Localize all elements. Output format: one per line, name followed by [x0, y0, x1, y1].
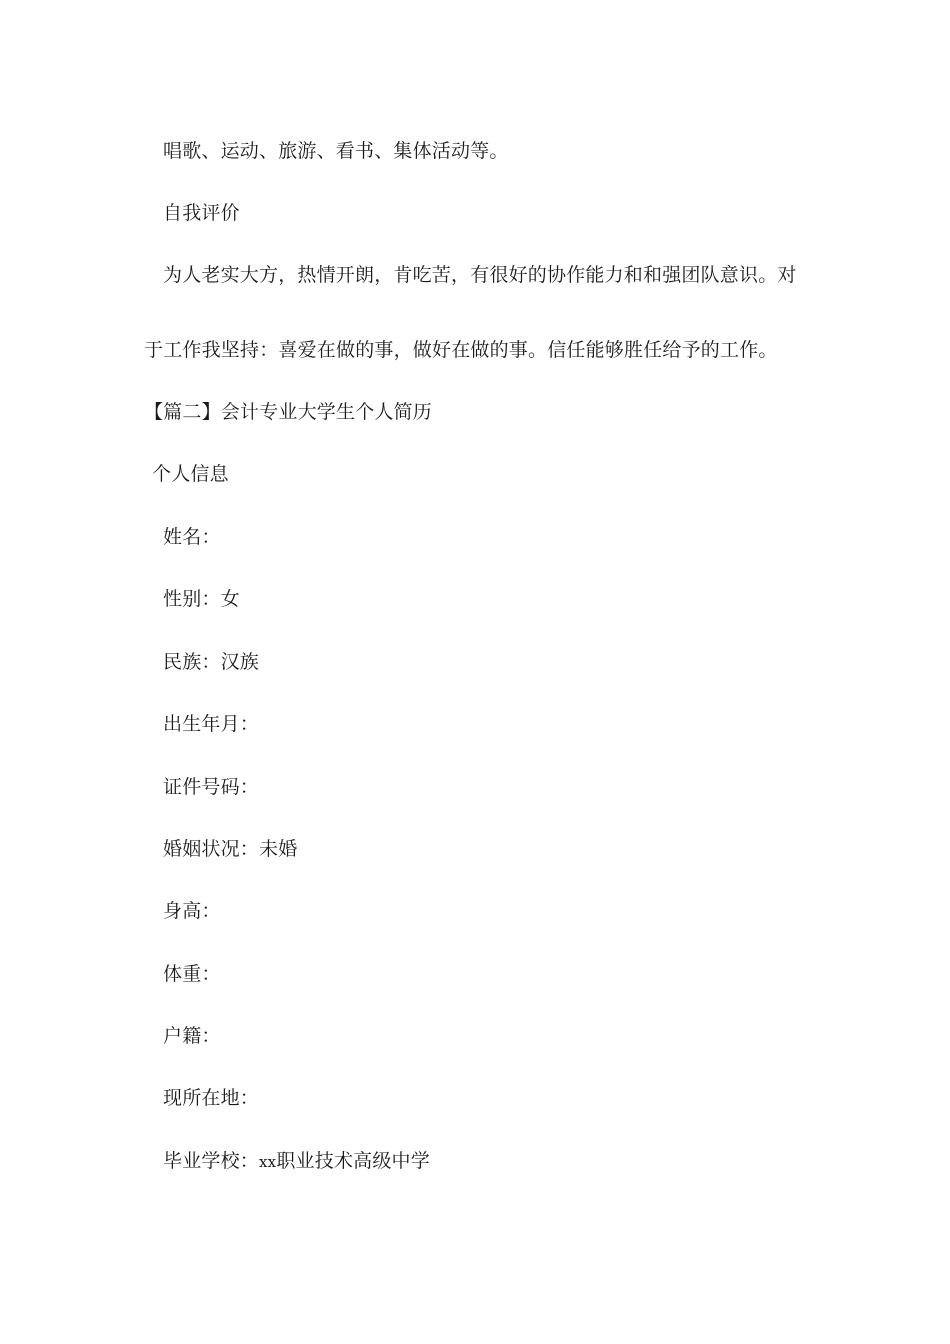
field-school: [163, 1148, 430, 1175]
field-weight: 体重：: [163, 963, 221, 985]
field-gender: 性别：女: [163, 588, 240, 610]
field-id-number: 证件号码：: [163, 776, 260, 798]
self-eval-heading: 自我评价: [163, 202, 240, 224]
field-school-label: 毕业学校：: [163, 1150, 260, 1172]
field-marital: 婚姻状况：未婚: [163, 838, 298, 860]
field-height: 身高：: [163, 900, 221, 922]
field-birth: 出生年月：: [163, 713, 260, 735]
field-school-prefix: xx: [259, 1153, 277, 1171]
section-title: 【篇二】会计专业大学生个人简历: [144, 401, 433, 423]
hobbies-line: 唱歌、运动、旅游、看书、集体活动等。: [163, 140, 509, 162]
field-hukou: 户籍：: [163, 1025, 221, 1047]
field-ethnicity: 民族：汉族: [163, 651, 260, 673]
self-eval-paragraph-line1: 为人老实大方，热情开朗，肯吃苦，有很好的协作能力和和强团队意识。对: [163, 264, 797, 286]
personal-info-heading: 个人信息: [152, 463, 229, 485]
self-eval-paragraph-line2: 于工作我坚持：喜爱在做的事，做好在做的事。信任能够胜任给予的工作。: [144, 339, 778, 361]
field-location: 现所在地：: [163, 1087, 260, 1109]
field-name: 姓名：: [163, 526, 221, 548]
field-school-name: 职业技术高级中学: [276, 1150, 430, 1172]
